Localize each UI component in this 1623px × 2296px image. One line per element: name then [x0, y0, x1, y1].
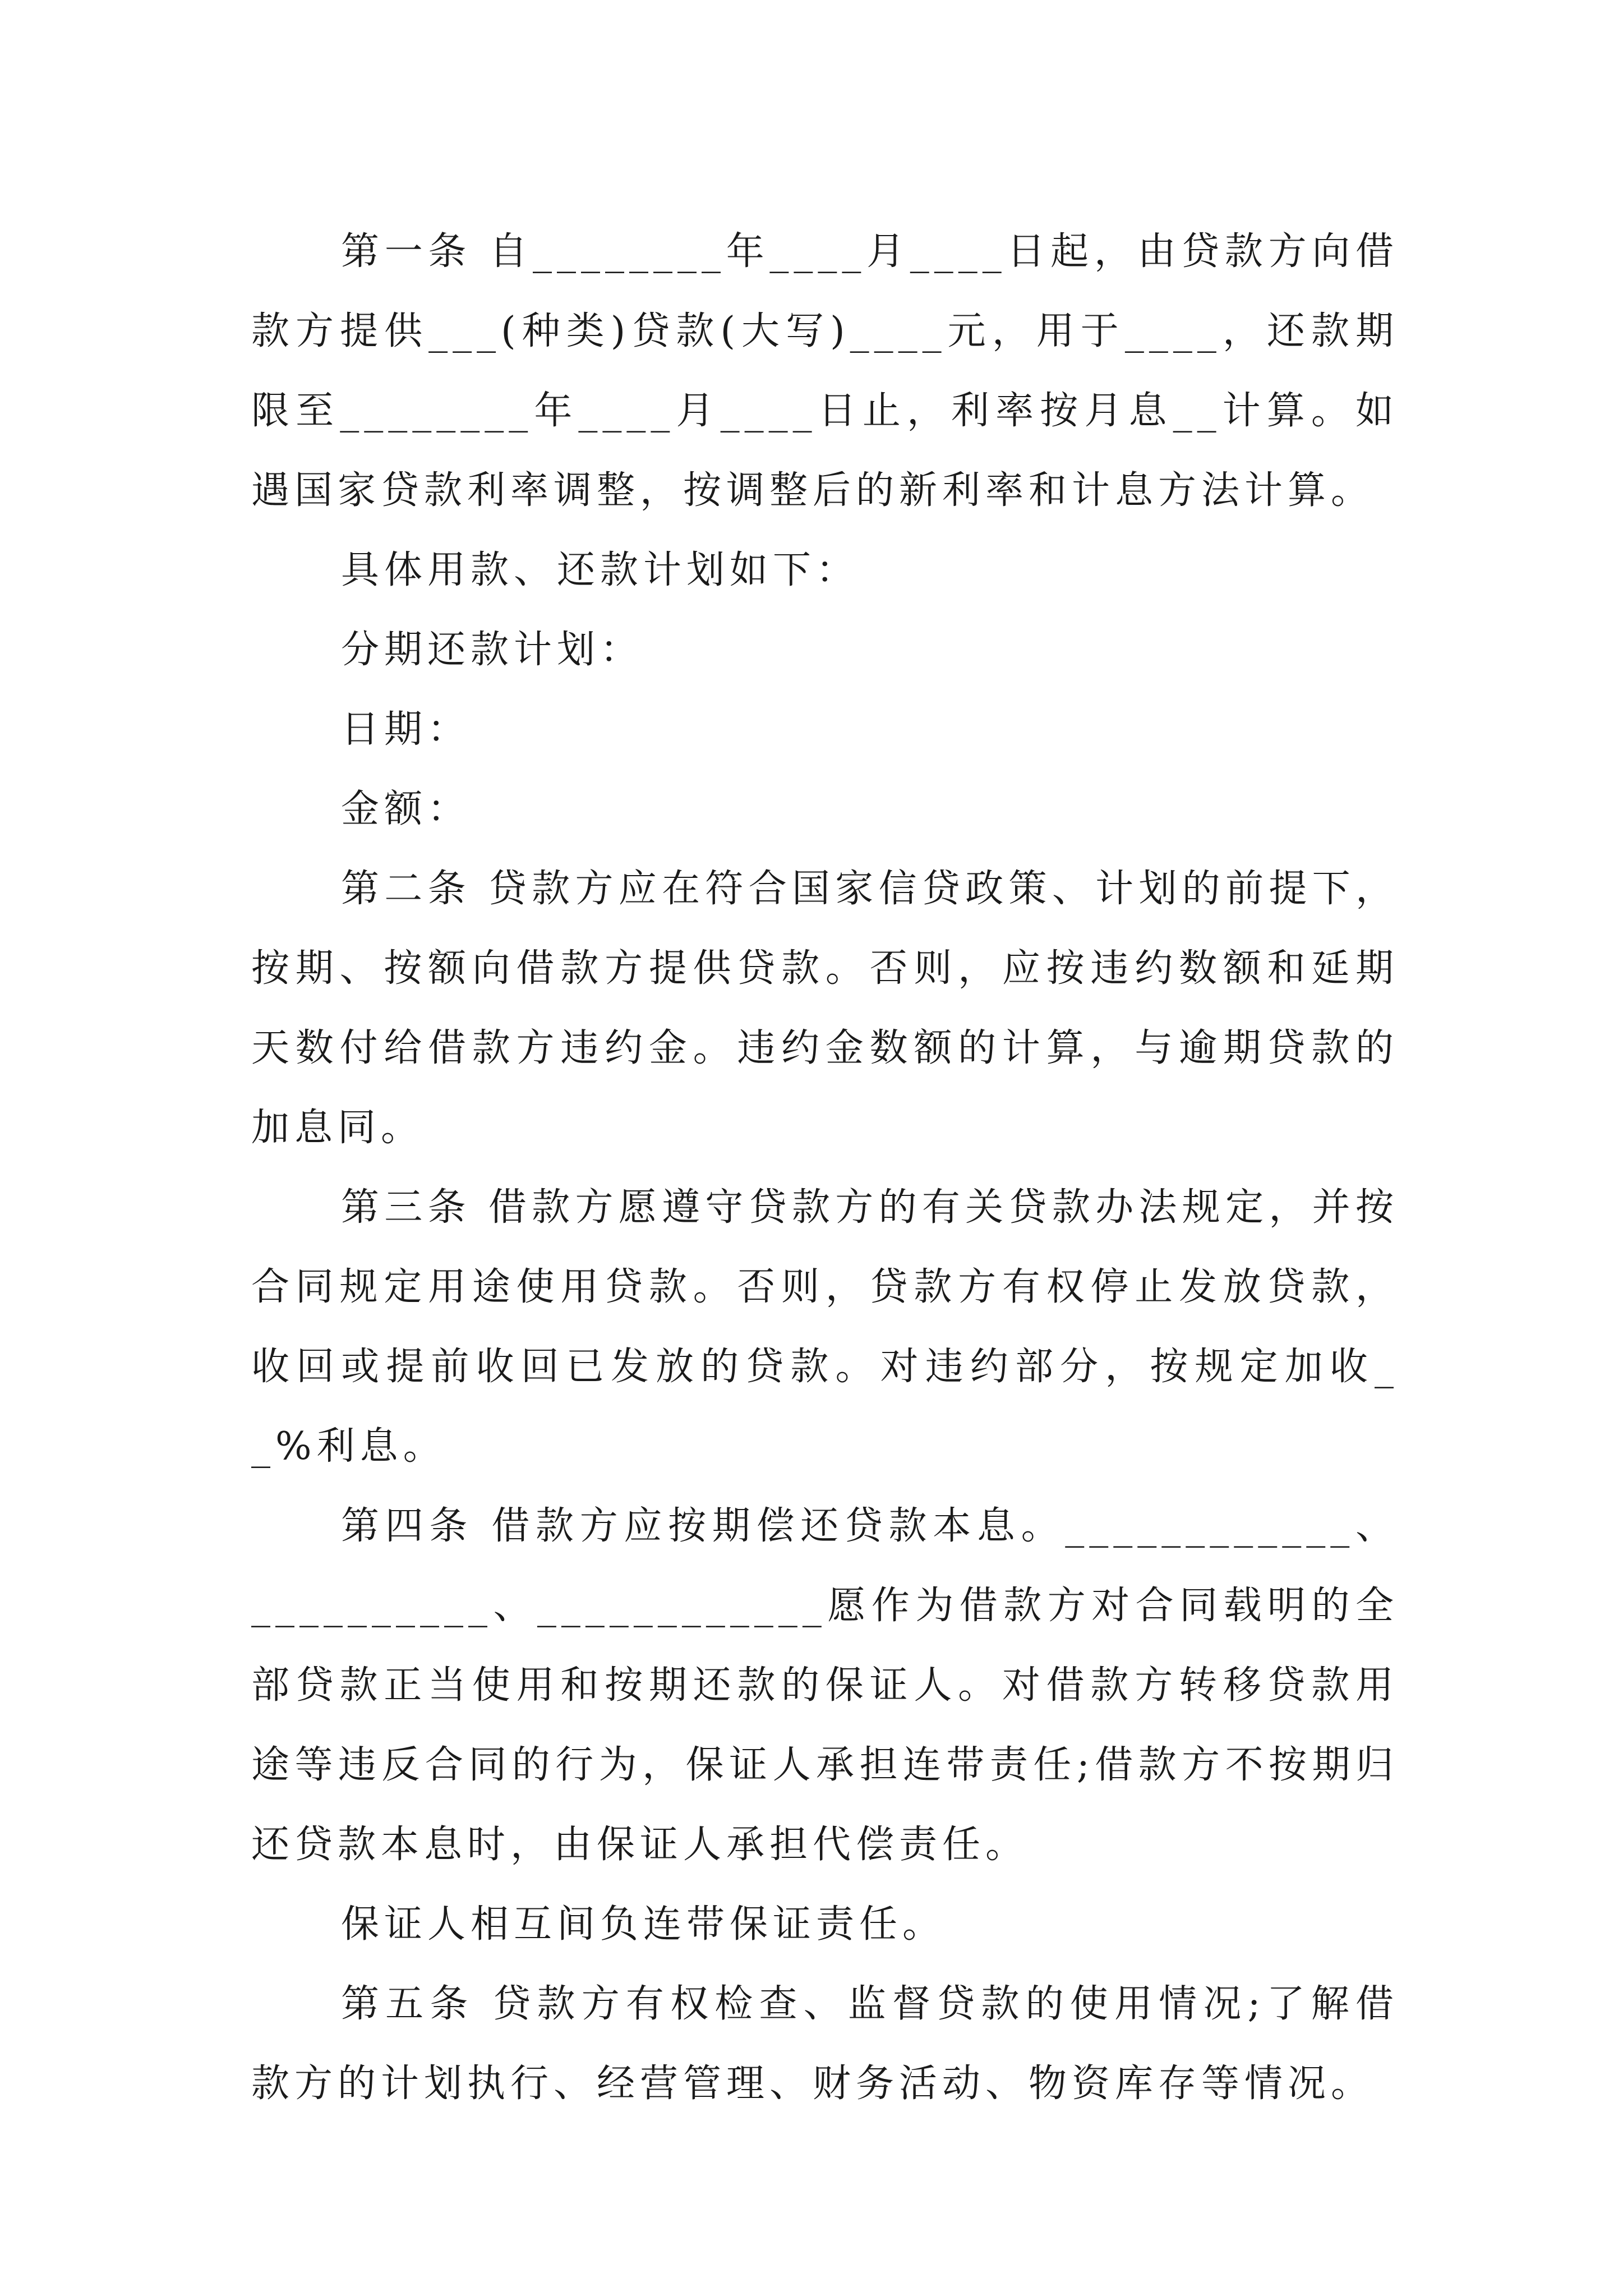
document-body [251, 212, 1399, 2124]
guarantor-clause: 保证人相互间负连带保证责任。 [341, 1902, 946, 1947]
amount-label: 金额： [341, 787, 471, 831]
plan-intro: 具体用款、还款计划如下： [341, 548, 860, 592]
installment-plan-label: 分期还款计划： [341, 628, 644, 672]
date-label: 日期： [341, 707, 471, 752]
article-1: 第一条 自________年____月____日起，由贷款方向借款方提供___(种类)贷款(大写)____元，用于____，还款期限至________年____月____日止，利率按月息__计算。如遇国家贷款利率调整，按调整后的新利率和计息方法计算。 [251, 229, 1399, 513]
article-2: 第二条 贷款方应在符合国家信贷政策、计划的前提下，按期、按额向借款方提供贷款。否则，应按违约数额和延期天数付给借款方违约金。违约金数额的计算，与逾期贷款的加息同。 [251, 867, 1399, 1150]
article-5: 第五条 贷款方有权检查、监督贷款的使用情况;了解借款方的计划执行、经营管理、财务活动、物资库存等情况。 [251, 1982, 1399, 2106]
article-3: 第三条 借款方愿遵守贷款方的有关贷款办法规定，并按合同规定用途使用贷款。否则，贷款方有权停止发放贷款，收回或提前收回已发放的贷款。对违约部分，按规定加收__%利息。 [251, 1185, 1399, 1469]
article-4: 第四条 借款方应按期偿还贷款本息。____________、__________、____________愿作为借款方对合同载明的全部贷款正当使用和按期还款的保证人。对借款方转移贷款用途等违反合同的行为，保证人承担连带责任;借款方不按期归还贷款本息时，由保证人承担代偿责任。 [251, 1504, 1399, 1867]
